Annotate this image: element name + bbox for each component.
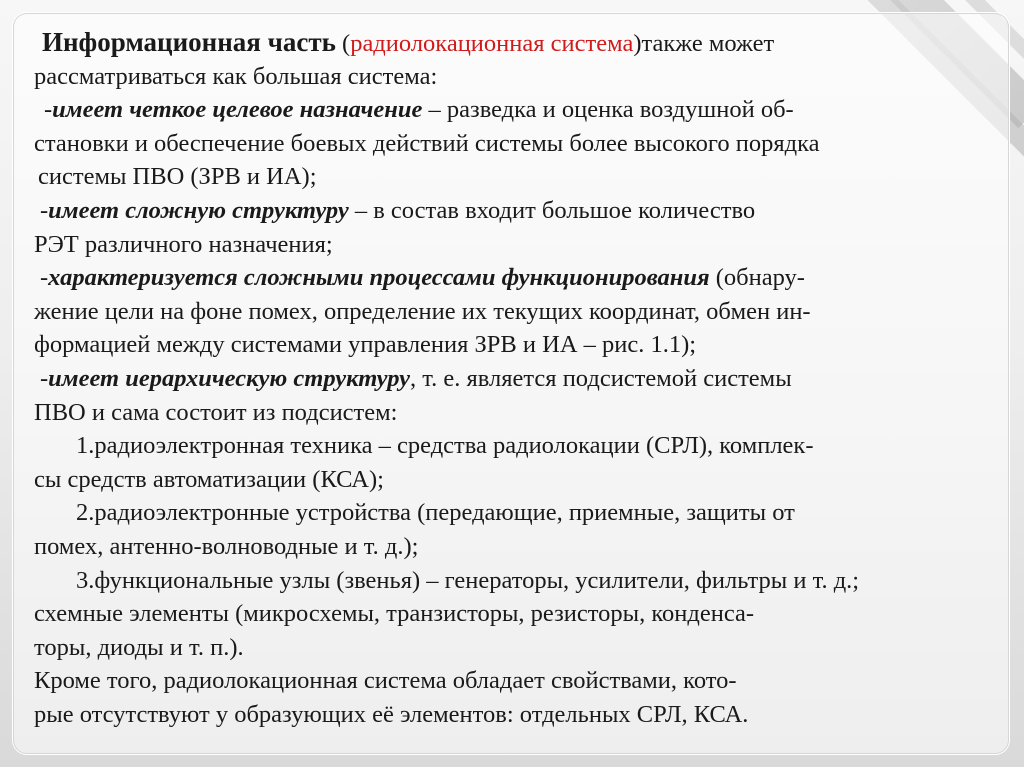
item4-emphasis: имеет иерархическую структуру (48, 364, 411, 392)
item3-line-1 (34, 261, 994, 295)
item4-rest: , т. е. является подсистемой системы (410, 364, 792, 392)
item-dash: - (40, 264, 49, 292)
item2-line-2: РЭТ различного назначения; (34, 230, 333, 258)
item3-line-2: жение цели на фоне помех, определение их текущих координат, обмен ин- (34, 297, 811, 325)
item1-rest: – разведка и оценка воздушной об- (422, 96, 794, 124)
sub2-line-2: помех, антенно-волноводные и т. д.); (34, 532, 419, 560)
item1-emphasis: имеет четкое целевое назначение (52, 96, 423, 124)
closing-line-1: Кроме того, радиолокационная система обладает свойствами, кото- (34, 667, 737, 695)
item4-line-1 (34, 362, 994, 396)
item4-line-2: ПВО и сама состоит из подсистем: (34, 398, 398, 426)
item-dash: - (40, 364, 49, 392)
item1-line-1 (34, 93, 994, 127)
item3-line-3: формацией между системами управления ЗРВ и ИА – рис. 1.1); (34, 331, 697, 359)
sub3-line-1: 3.функциональные узлы (звенья) – генераторы, усилители, фильтры и т. д.; (76, 566, 860, 594)
sub1-line-1: 1.радиоэлектронная техника – средства радиолокации (СРЛ), комплек- (76, 432, 814, 460)
item2-line-1 (34, 194, 994, 228)
item-dash: - (44, 96, 53, 124)
sub3-line-2: схемные элементы (микросхемы, транзисторы, резисторы, конденса- (34, 600, 755, 628)
section-title: Информационная часть (42, 27, 336, 57)
highlighted-term: радиолокационная система (350, 30, 634, 57)
sub1-line-2: сы средств автоматизации (КСА); (34, 465, 384, 493)
sub3-line-3: торы, диоды и т. п.). (34, 633, 244, 661)
item3-rest: (обнару- (709, 264, 805, 292)
item2-rest: – в состав входит большое количество (348, 196, 756, 224)
intro-line-2: рассматриваться как большая система: (34, 62, 438, 90)
item-dash: - (40, 196, 49, 224)
intro-tail: )также может (633, 30, 775, 57)
sub2-line-1: 2.радиоэлектронные устройства (передающие, приемные, защиты от (76, 499, 795, 527)
intro-line-1 (34, 26, 994, 60)
item3-emphasis: характеризуется сложными процессами функционирования (48, 264, 710, 292)
paren-open: ( (335, 30, 351, 57)
closing-line-2: рые отсутствуют у образующих её элементов: отдельных СРЛ, КСА. (34, 700, 749, 728)
slide-body (34, 26, 994, 731)
item2-emphasis: имеет сложную структуру (48, 196, 349, 224)
item1-line-3: системы ПВО (ЗРВ и ИА); (38, 163, 317, 191)
item1-line-2: становки и обеспечение боевых действий системы более высокого порядка (34, 129, 820, 157)
